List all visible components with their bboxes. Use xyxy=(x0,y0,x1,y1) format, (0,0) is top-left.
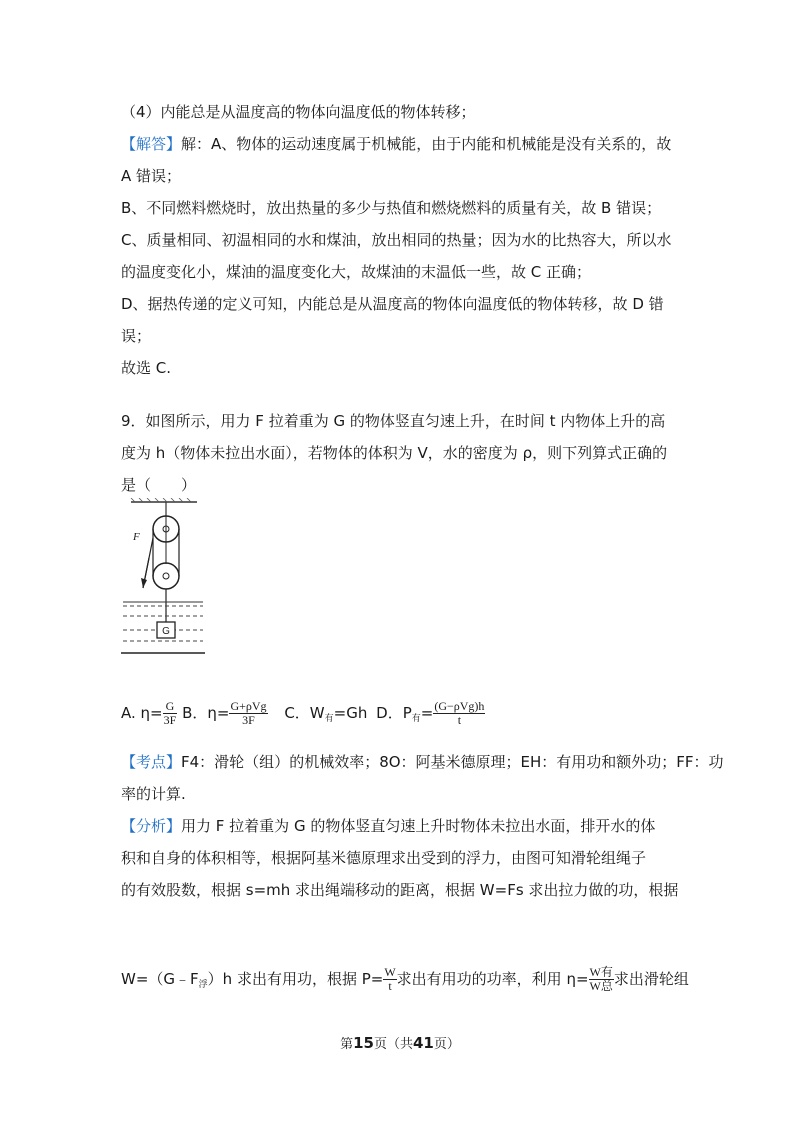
option-c-prefix: C．W xyxy=(284,704,325,722)
text-span: 求出有用功的功率，利用 η= xyxy=(396,970,589,988)
kaodian-tag: 【考点】 xyxy=(121,753,182,771)
text-line: 率的计算. xyxy=(121,785,186,803)
option-a xyxy=(121,699,182,727)
jieda-tag: 【解答】 xyxy=(121,135,182,153)
denominator: 3F xyxy=(242,713,255,727)
question-line: 9．如图所示，用力 F 拉着重为 G 的物体竖直匀速上升，在时间 t 内物体上升的高 xyxy=(121,412,666,430)
equals-sign: = xyxy=(420,704,434,722)
text-line: 积和自身的体积相等，根据阿基米德原理求出受到的浮力，由图可知滑轮组绳子 xyxy=(121,849,647,867)
options-line xyxy=(121,700,485,727)
option-c xyxy=(284,704,367,722)
denominator: W总 xyxy=(589,979,613,993)
kaodian-line xyxy=(121,751,724,772)
text-line: 故选 C. xyxy=(121,359,172,377)
question-line: 度为 h（物体未拉出水面），若物体的体积为 V，水的密度为 ρ，则下列算式正确的 xyxy=(121,444,668,462)
force-label: F xyxy=(133,531,140,543)
page-number: 15 xyxy=(353,1034,374,1052)
text-line: 的有效股数，根据 s=mh 求出绳端移动的距离，根据 W=Fs 求出拉力做的功，根据 xyxy=(121,881,679,899)
text-span: W=（G﹣F xyxy=(121,970,199,988)
denominator: t xyxy=(457,713,462,727)
text-line: A 错误； xyxy=(121,167,182,185)
page-footer xyxy=(0,1033,800,1052)
numerator: W xyxy=(384,965,396,979)
option-d xyxy=(376,699,485,727)
subscript: 有 xyxy=(324,714,334,724)
answer-line xyxy=(121,133,671,154)
option-d-prefix: D．P xyxy=(376,704,412,722)
text-line: （4）内能总是从温度高的物体向温度低的物体转移； xyxy=(121,103,476,121)
numerator: G+ρVg xyxy=(230,699,267,713)
total-pages: 41 xyxy=(413,1034,434,1052)
subscript: 有 xyxy=(411,714,421,724)
fenxi-tag: 【分析】 xyxy=(121,817,182,835)
footer-text: 第 xyxy=(340,1037,354,1052)
text-span: 用力 F 拉着重为 G 的物体竖直匀速上升时物体未拉出水面，排开水的体 xyxy=(181,817,656,835)
text-line: B、不同燃料燃烧时，放出热量的多少与热值和燃烧燃料的质量有关，故 B 错误； xyxy=(121,199,662,217)
footer-text: 页（共 xyxy=(373,1037,413,1052)
text-span: F4：滑轮（组）的机械效率；8O：阿基米德原理；EH：有用功和额外功；FF：功 xyxy=(181,753,724,771)
text-span: 求出滑轮组 xyxy=(613,970,689,988)
fraction xyxy=(433,700,485,727)
text-line: C、质量相同、初温相同的水和煤油，放出相同的热量；因为水的比热容大，所以水 xyxy=(121,231,672,249)
formula-line xyxy=(121,966,689,993)
subscript: 浮 xyxy=(198,980,208,990)
text-line: D、据热传递的定义可知，内能总是从温度高的物体向温度低的物体转移，故 D 错 xyxy=(121,295,664,313)
question-line: 是（ ） xyxy=(121,476,197,494)
fraction xyxy=(163,700,178,727)
numerator: G xyxy=(163,700,178,714)
text-line: 的温度变化小，煤油的温度变化大，故煤油的末温低一些，故 C 正确； xyxy=(121,263,592,281)
fraction xyxy=(229,700,267,727)
denominator: 3F xyxy=(163,713,177,727)
footer-text: 页） xyxy=(433,1037,460,1052)
text-span: 解：A、物体的运动速度属于机械能，由于内能和机械能是没有关系的，故 xyxy=(181,135,672,153)
text-line: 误； xyxy=(121,327,152,345)
option-b xyxy=(182,699,272,727)
pulley-figure xyxy=(121,498,205,656)
weight-label: G xyxy=(162,626,170,637)
numerator: W有 xyxy=(589,965,613,979)
denominator: t xyxy=(388,979,392,993)
fraction xyxy=(383,966,396,993)
option-c-rest: =Gh xyxy=(333,704,368,722)
fenxi-line xyxy=(121,815,655,836)
fraction xyxy=(589,966,614,993)
numerator: (G−ρVg)h xyxy=(434,699,485,713)
option-a-prefix: A. η= xyxy=(121,704,163,722)
text-span: ）h 求出有用功，根据 P= xyxy=(207,970,384,988)
option-b-prefix: B．η= xyxy=(182,704,230,722)
